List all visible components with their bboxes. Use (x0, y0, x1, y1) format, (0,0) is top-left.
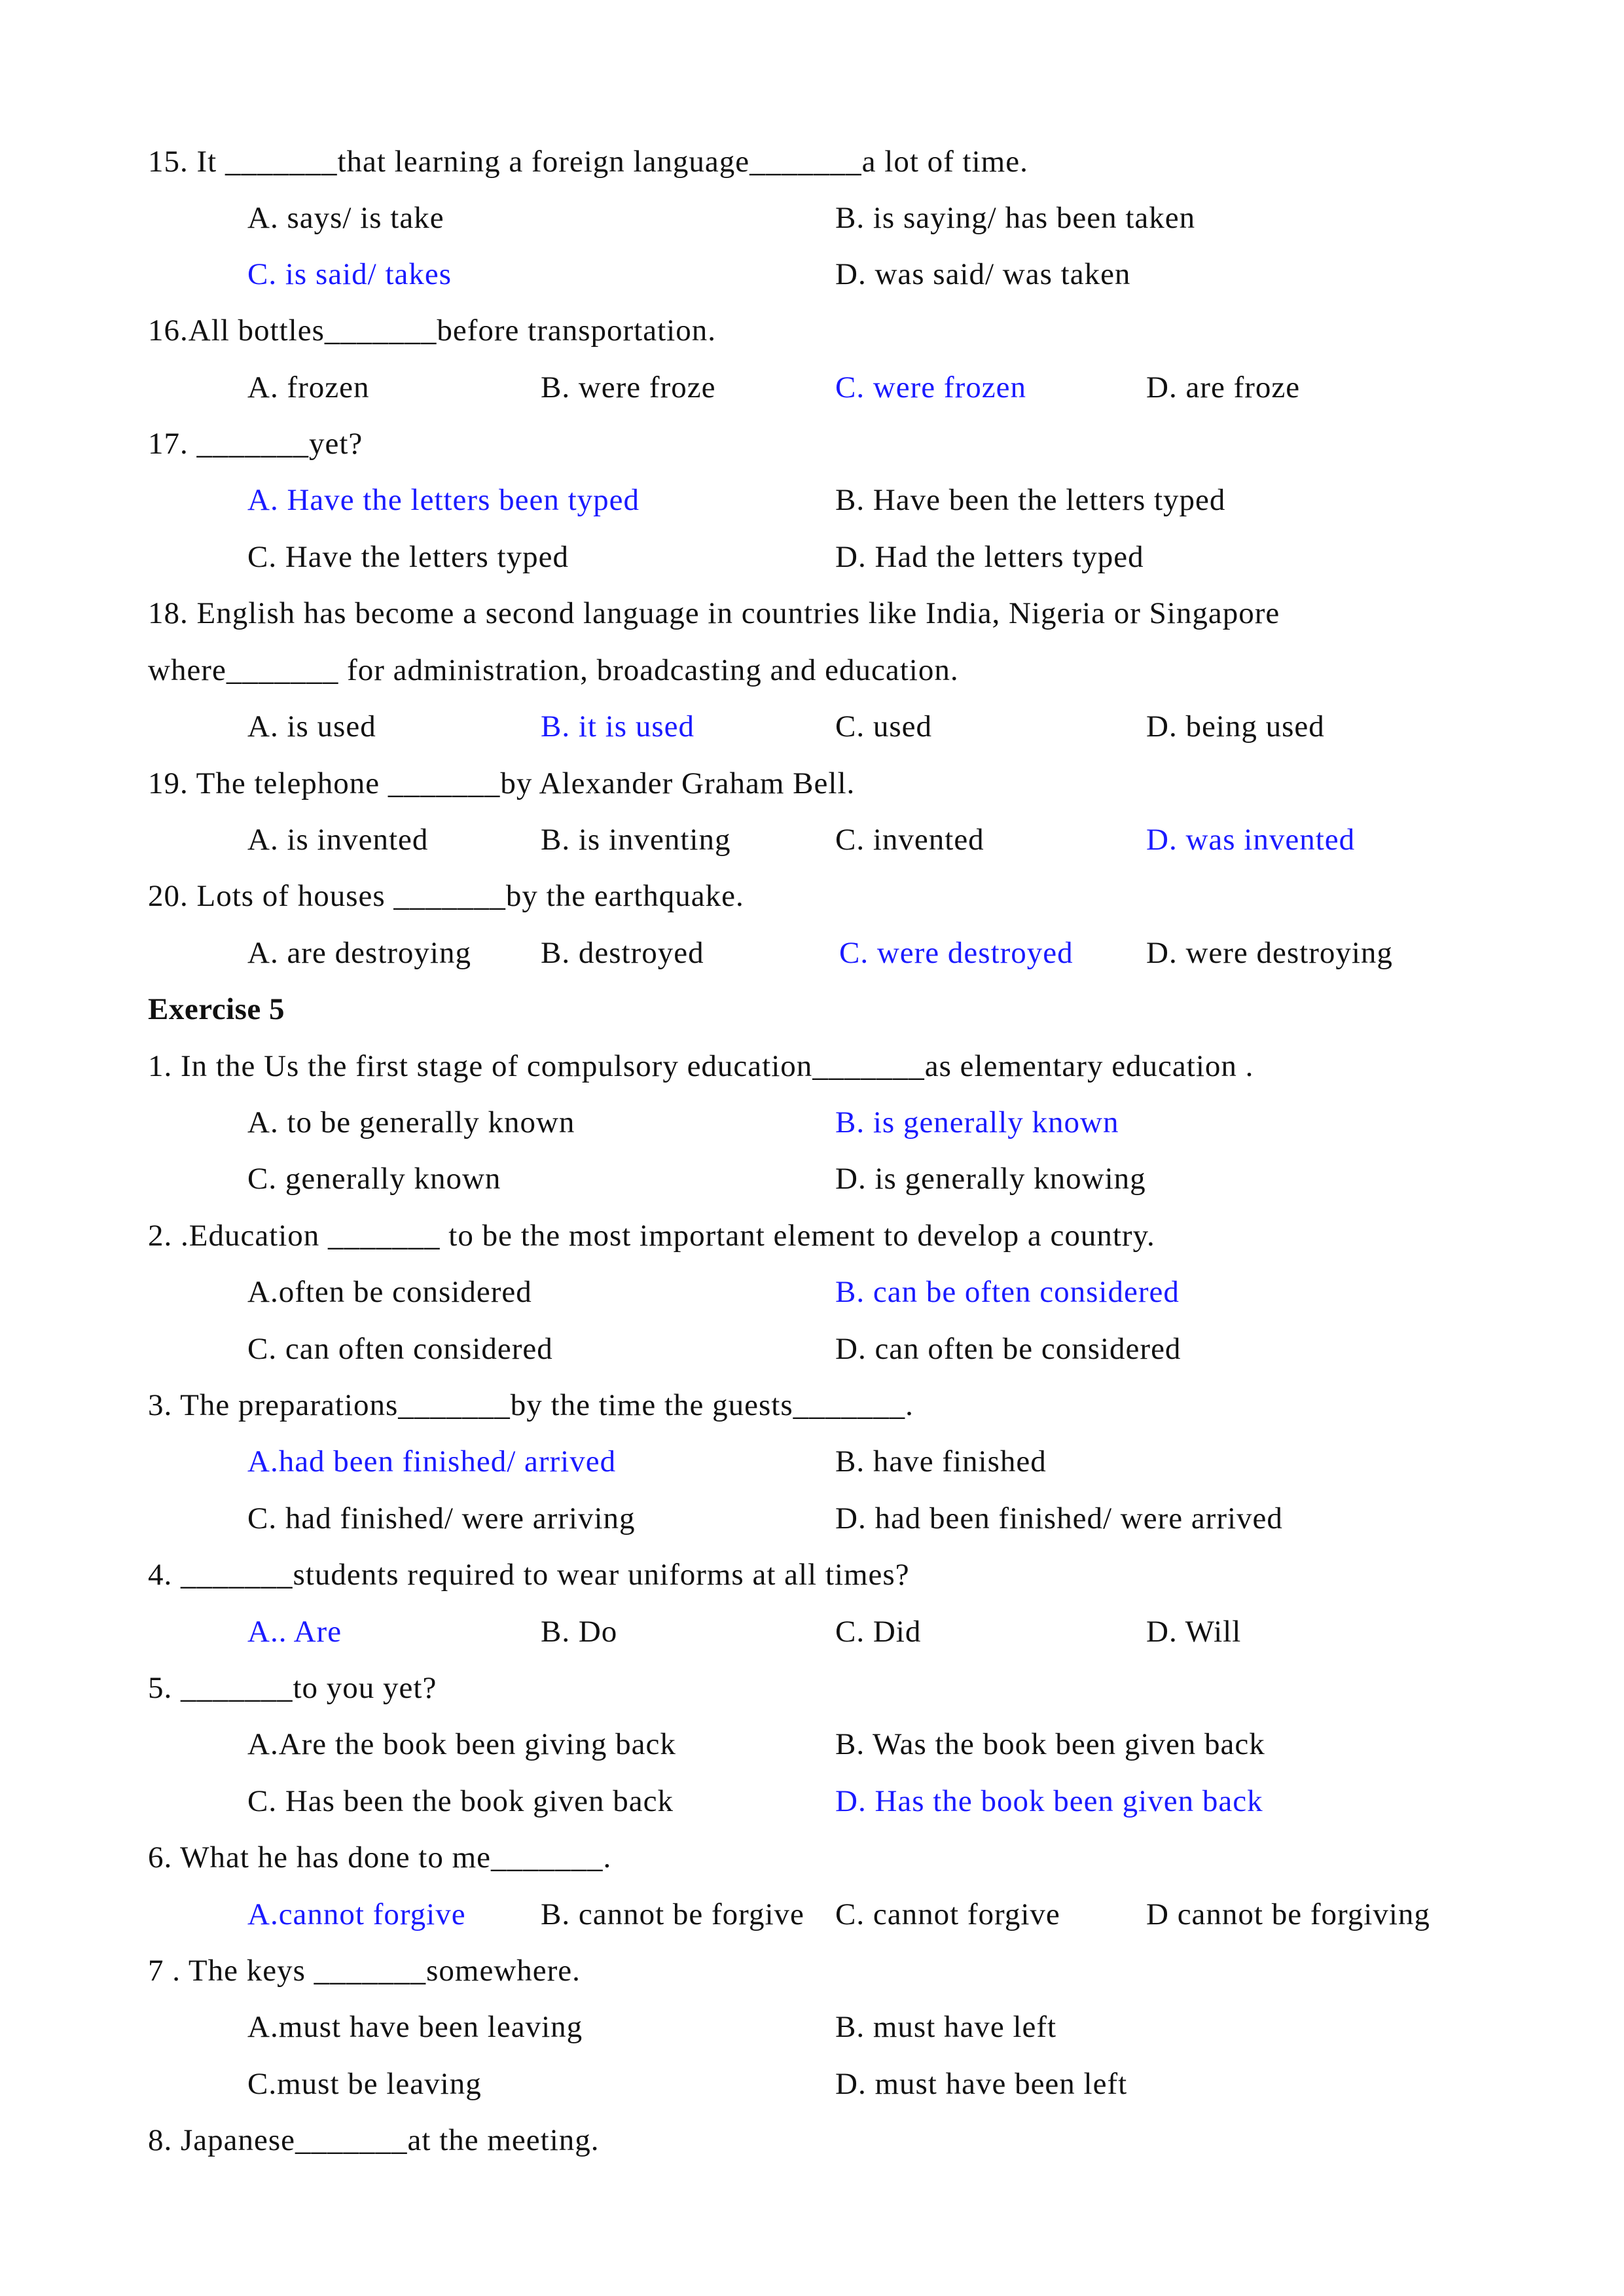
question-17-option-b: B. Have been the letters typed (835, 483, 1226, 517)
question-20-stem: 20. Lots of houses _______by the earthquake. (148, 879, 744, 913)
exercise-5-heading: Exercise 5 (148, 992, 285, 1026)
ex5-question-3-option-d: D. had been finished/ were arrived (835, 1501, 1283, 1535)
question-17-stem: 17. _______yet? (148, 427, 363, 461)
question-17-option-d: D. Had the letters typed (835, 540, 1144, 574)
question-18-stem-line2: where_______ for administration, broadcasting and education. (148, 653, 959, 687)
question-16-option-d: D. are froze (1146, 370, 1301, 404)
ex5-question-3-stem: 3. The preparations_______by the time the guests_______. (148, 1388, 914, 1422)
ex5-question-4-stem: 4. _______students required to wear uniforms at all times? (148, 1558, 910, 1592)
question-15-option-d: D. was said/ was taken (835, 257, 1131, 291)
ex5-question-2-option-c: C. can often considered (247, 1332, 553, 1366)
ex5-question-3-option-b: B. have finished (835, 1444, 1047, 1479)
ex5-question-6-option-a: A.cannot forgive (247, 1897, 466, 1931)
ex5-question-1-option-d: D. is generally knowing (835, 1162, 1146, 1196)
question-16-option-c: C. were frozen (835, 370, 1026, 404)
question-20-option-c: C. were destroyed (839, 936, 1074, 970)
ex5-question-6-stem: 6. What he has done to me_______. (148, 1840, 612, 1874)
ex5-question-7-option-c: C.must be leaving (247, 2067, 482, 2101)
question-18-option-d: D. being used (1146, 709, 1325, 744)
question-20-option-a: A. are destroying (247, 936, 471, 970)
ex5-question-1-option-c: C. generally known (247, 1162, 501, 1196)
question-17-option-c: C. Have the letters typed (247, 540, 569, 574)
ex5-question-7-option-a: A.must have been leaving (247, 2010, 583, 2044)
ex5-question-1-option-b: B. is generally known (835, 1105, 1119, 1139)
ex5-question-5-option-d: D. Has the book been given back (835, 1784, 1263, 1818)
ex5-question-1-stem: 1. In the Us the first stage of compulsory education_______as elementary education . (148, 1049, 1254, 1083)
question-18-option-a: A. is used (247, 709, 376, 744)
ex5-question-6-option-d: D cannot be forgiving (1146, 1897, 1430, 1931)
ex5-question-3-option-c: C. had finished/ were arriving (247, 1501, 636, 1535)
ex5-question-1-option-a: A. to be generally known (247, 1105, 575, 1139)
question-17-option-a: A. Have the letters been typed (247, 483, 640, 517)
question-20-option-b: B. destroyed (541, 936, 704, 970)
question-18-option-b: B. it is used (541, 709, 695, 744)
question-19-option-d: D. was invented (1146, 823, 1356, 857)
question-19-stem: 19. The telephone _______by Alexander Graham Bell. (148, 766, 856, 800)
ex5-question-5-option-a: A.Are the book been giving back (247, 1727, 676, 1761)
question-19-option-c: C. invented (835, 823, 984, 857)
question-20-option-d: D. were destroying (1146, 936, 1393, 970)
question-15-option-c: C. is said/ takes (247, 257, 452, 291)
question-18-option-c: C. used (835, 709, 932, 744)
ex5-question-4-option-c: C. Did (835, 1615, 922, 1649)
ex5-question-4-option-a: A.. Are (247, 1615, 342, 1649)
question-19-option-b: B. is inventing (541, 823, 731, 857)
ex5-question-5-option-c: C. Has been the book given back (247, 1784, 674, 1818)
question-15-option-b: B. is saying/ has been taken (835, 201, 1196, 235)
question-16-option-a: A. frozen (247, 370, 370, 404)
question-19-option-a: A. is invented (247, 823, 429, 857)
question-15-option-a: A. says/ is take (247, 201, 444, 235)
ex5-question-2-stem: 2. .Education _______ to be the most important element to develop a country. (148, 1219, 1155, 1253)
question-16-stem: 16.All bottles_______before transportation. (148, 314, 716, 348)
ex5-question-2-option-b: B. can be often considered (835, 1275, 1180, 1309)
ex5-question-7-stem: 7 . The keys _______somewhere. (148, 1954, 581, 1988)
ex5-question-2-option-a: A.often be considered (247, 1275, 532, 1309)
question-18-stem: 18. English has become a second language in countries like India, Nigeria or Singapore (148, 596, 1280, 630)
ex5-question-7-option-b: B. must have left (835, 2010, 1057, 2044)
ex5-question-3-option-a: A.had been finished/ arrived (247, 1444, 617, 1479)
ex5-question-5-stem: 5. _______to you yet? (148, 1671, 437, 1705)
ex5-question-4-option-b: B. Do (541, 1615, 618, 1649)
ex5-question-5-option-b: B. Was the book been given back (835, 1727, 1265, 1761)
ex5-question-7-option-d: D. must have been left (835, 2067, 1128, 2101)
question-15-stem: 15. It _______that learning a foreign language_______a lot of time. (148, 145, 1028, 179)
ex5-question-2-option-d: D. can often be considered (835, 1332, 1182, 1366)
question-16-option-b: B. were froze (541, 370, 716, 404)
ex5-question-6-option-c: C. cannot forgive (835, 1897, 1060, 1931)
ex5-question-4-option-d: D. Will (1146, 1615, 1242, 1649)
ex5-question-6-option-b: B. cannot be forgive (541, 1897, 804, 1931)
ex5-question-8-stem: 8. Japanese_______at the meeting. (148, 2123, 600, 2157)
